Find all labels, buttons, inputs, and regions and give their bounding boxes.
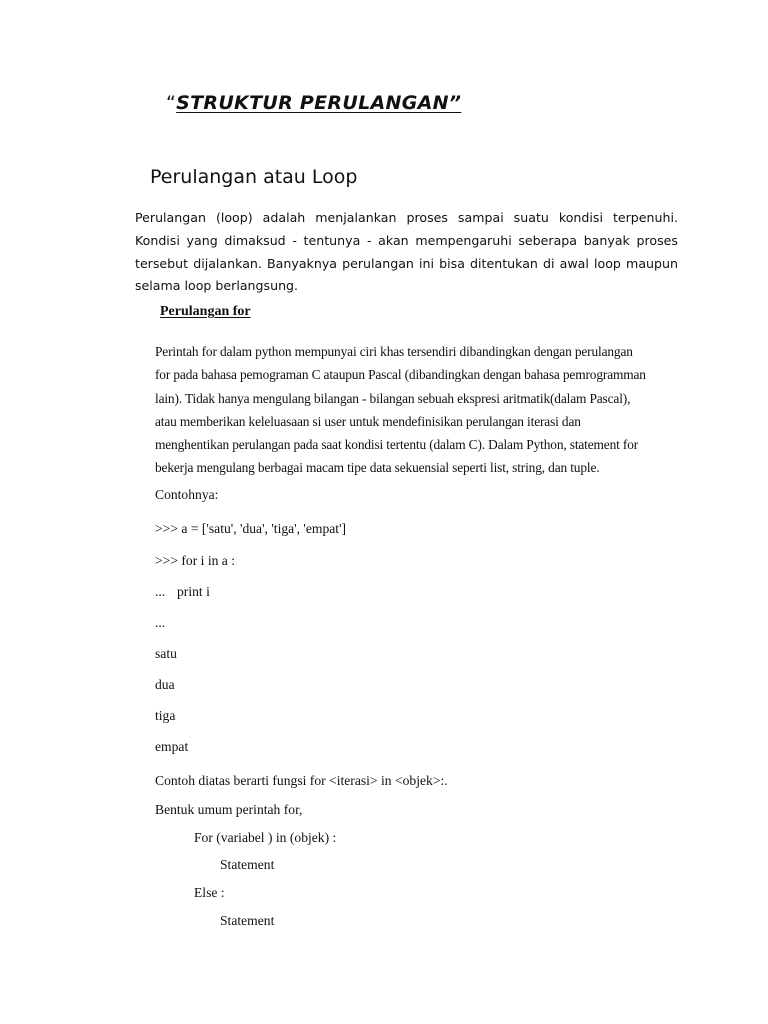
output-line: dua (155, 677, 175, 692)
general-form-label: Bentuk umum perintah for, (155, 802, 303, 817)
description-line: lain). Tidak hanya mengulang bilangan - bilangan sebuah ekspresi aritmatik(dalam Pascal), (155, 390, 631, 406)
syntax-line: For (variabel ) in (objek) : (194, 830, 337, 845)
code-statement: print i (177, 584, 210, 599)
output-line: empat (155, 739, 189, 754)
code-line: ... (155, 615, 166, 630)
description-line: menghentikan perulangan pada saat kondisi tertentu (dalam C). Dalam Python, statement for (155, 437, 639, 453)
title-open-quote: “ (166, 92, 177, 114)
description-line: atau memberikan keleluasaan si user untuk mendefinisikan perulangan iterasi dan (155, 413, 581, 429)
output-line: satu (155, 646, 177, 661)
code-line: >>> for i in a : (155, 553, 236, 568)
title-text: STRUKTUR PERULANGAN” (176, 92, 462, 114)
output-line: tiga (155, 708, 176, 723)
example-label: Contohnya: (155, 487, 219, 502)
document-title (166, 92, 461, 114)
description-line: Perintah for dalam python mempunyai ciri khas tersendiri dibandingkan dengan perulangan (155, 344, 633, 359)
syntax-line: Else : (194, 885, 225, 900)
syntax-line: Statement (220, 913, 275, 928)
code-continuation: ... (155, 584, 166, 599)
description-line: for pada bahasa pemograman C ataupun Pascal (dibandingkan dengan bahasa pemrogramman (155, 367, 646, 383)
section-heading: Perulangan atau Loop (150, 166, 358, 188)
code-line (155, 584, 210, 600)
description-paragraph (155, 340, 646, 480)
subsection-heading: Perulangan for (160, 304, 251, 319)
explanation-text: Contoh diatas berarti fungsi for <iterasi> in <objek>:. (155, 773, 448, 788)
intro-paragraph: Perulangan (loop) adalah menjalankan proses sampai suatu kondisi terpenuhi. Kondisi yang dimaksud - tentunya - akan mempengaruhi seberapa banyak proses tersebut dijalankan. Banyaknya perulangan ini bisa ditentukan di awal loop maupun selama loop berlangsung. (135, 210, 678, 294)
description-line: bekerja mengulang berbagai macam tipe data sekuensial seperti list, string, dan tuple. (155, 460, 600, 476)
code-line: >>> a = ['satu', 'dua', 'tiga', 'empat'] (155, 521, 347, 536)
syntax-line: Statement (220, 857, 275, 872)
